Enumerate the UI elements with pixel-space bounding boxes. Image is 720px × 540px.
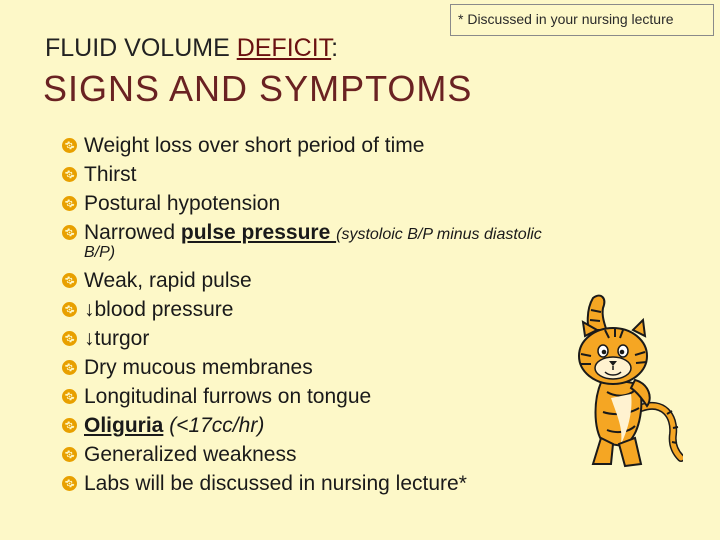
list-item-text: Longitudinal furrows on tongue (84, 385, 372, 408)
list-item (62, 218, 542, 266)
list-item (62, 160, 542, 189)
gear-icon (62, 447, 77, 462)
list-item-text: Weight loss over short period of time (84, 134, 425, 157)
list-item-text: Weak, rapid pulse (84, 269, 252, 292)
gear-icon (62, 167, 77, 182)
tiger-cartoon-icon (563, 288, 683, 470)
gear-glyph (64, 362, 75, 373)
gear-icon (62, 273, 77, 288)
gear-glyph (64, 169, 75, 180)
gear-glyph (64, 227, 75, 238)
gear-glyph (64, 449, 75, 460)
gear-icon (62, 389, 77, 404)
gear-icon (62, 360, 77, 375)
gear-icon (62, 302, 77, 317)
title-suffix: : (331, 34, 339, 62)
list-item-text: Postural hypotension (84, 192, 281, 215)
gear-glyph (64, 198, 75, 209)
oliguria-term: Oliguria (84, 414, 164, 437)
list-item (62, 324, 542, 353)
list-item-text: Generalized weakness (84, 443, 297, 466)
list-item-text: Labs will be discussed in nursing lecture* (84, 472, 467, 495)
list-item-text: Narrowed (84, 221, 181, 244)
gear-icon (62, 331, 77, 346)
list-item (62, 353, 542, 382)
title-prefix: FLUID VOLUME (45, 34, 237, 62)
lecture-note-text: * Discussed in your nursing lecture (458, 11, 674, 27)
list-item (62, 295, 542, 324)
pulse-pressure-term: pulse pressure (180, 221, 337, 244)
slide-title (45, 34, 338, 63)
slide-subtitle: SIGNS AND SYMPTOMS (43, 68, 473, 109)
list-item (62, 469, 542, 498)
oliguria-note: (<17cc/hr) (163, 414, 265, 437)
pulse-pressure-note: (systoloic B/P minus diastolic (336, 226, 542, 243)
pulse-pressure-note-continued: B/P) (84, 244, 116, 261)
gear-icon (62, 225, 77, 240)
gear-icon (62, 196, 77, 211)
gear-glyph (64, 420, 75, 431)
list-item (62, 131, 542, 160)
gear-glyph (64, 478, 75, 489)
list-item (62, 382, 542, 411)
list-item (62, 440, 542, 469)
gear-icon (62, 418, 77, 433)
list-item-text: Dry mucous membranes (84, 356, 313, 379)
gear-icon (62, 476, 77, 491)
list-item (62, 189, 542, 218)
gear-glyph (64, 304, 75, 315)
gear-icon (62, 138, 77, 153)
list-item (62, 266, 542, 295)
gear-glyph (64, 333, 75, 344)
list-item-text: turgor (94, 327, 150, 350)
list-item-text: Thirst (84, 163, 137, 186)
gear-glyph (64, 391, 75, 402)
symptom-list (62, 131, 542, 498)
down-arrow-icon: ↓ (84, 298, 95, 321)
list-item-text: blood pressure (94, 298, 234, 321)
down-arrow-icon: ↓ (84, 327, 95, 350)
gear-glyph (64, 140, 75, 151)
list-item (62, 411, 542, 440)
gear-glyph (64, 275, 75, 286)
title-emphasis: DEFICIT (236, 34, 332, 62)
lecture-note-box (450, 4, 714, 36)
